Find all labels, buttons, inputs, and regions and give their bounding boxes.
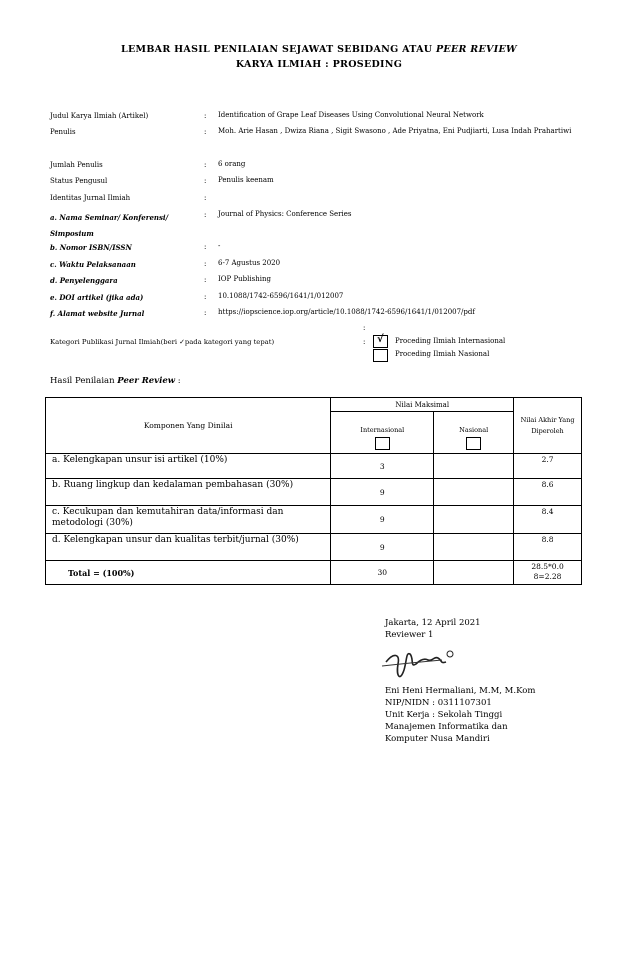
category-colon-top: : xyxy=(363,324,366,332)
info-value-jumlah: 6 orang xyxy=(218,160,246,168)
info-value-waktu: 6-7 Agustus 2020 xyxy=(218,259,281,267)
info-value-seminar: Journal of Physics: Conference Series xyxy=(218,210,352,218)
table-row xyxy=(46,534,582,561)
checkbox-nasional[interactable] xyxy=(466,437,481,450)
total-final-line2: 8=2.28 xyxy=(533,572,562,581)
row-intl: 3 xyxy=(331,454,434,479)
info-value-website: https://iopscience.iop.org/article/10.1088/1742-6596/1641/1/012007/pdf xyxy=(218,308,475,316)
header-component: Komponen Yang Dinilai xyxy=(46,398,331,454)
info-value-penulis: Moh. Arie Hasan , Dwiza Riana , Sigit Swasono , Ade Priyatna, Eni Pudjiarti, Lusa Indah Prahartiwi xyxy=(218,127,572,135)
info-value-doi: 10.1088/1742-6596/1641/1/012007 xyxy=(218,292,344,300)
review-heading-italic: Peer Review xyxy=(117,376,176,386)
checkbox-proceding-nasional[interactable] xyxy=(373,349,388,362)
table-row-total xyxy=(46,561,582,585)
sign-nip: NIP/NIDN : 0311107301 xyxy=(385,698,492,708)
row-nat xyxy=(434,454,514,479)
row-final: 8.4 xyxy=(514,506,582,534)
sign-place-date: Jakarta, 12 April 2021 xyxy=(385,618,481,628)
row-final: 2.7 xyxy=(514,454,582,479)
info-label-seminar: a. Nama Seminar/ Konferensi/ Simposium xyxy=(50,213,169,238)
row-component: b. Ruang lingkup dan kedalaman pembahasan (30%) xyxy=(46,479,331,506)
header-nasional-label: Nasional xyxy=(459,426,489,434)
row-intl: 9 xyxy=(331,479,434,506)
total-label: Total = (100%) xyxy=(46,561,331,585)
title-italic: PEER REVIEW xyxy=(435,44,517,55)
table-row xyxy=(46,506,582,534)
row-component: d. Kelengkapan unsur dan kualitas terbit/jurnal (30%) xyxy=(46,534,331,561)
title-plain: LEMBAR HASIL PENILAIAN SEJAWAT SEBIDANG ATAU xyxy=(121,44,436,55)
total-final xyxy=(514,561,582,585)
info-value-judul: Identification of Grape Leaf Diseases Using Convolutional Neural Network xyxy=(218,111,484,119)
review-heading-end: : xyxy=(175,376,181,386)
checkbox-internasional[interactable] xyxy=(375,437,390,450)
header-internasional xyxy=(331,412,434,454)
info-label-jumlah: Jumlah Penulis xyxy=(50,161,103,169)
page-title xyxy=(0,44,638,55)
sign-unit-3: Komputer Nusa Mandiri xyxy=(385,734,490,744)
sign-role: Reviewer 1 xyxy=(385,630,434,640)
row-final: 8.6 xyxy=(514,479,582,506)
info-label-waktu: c. Waktu Pelaksanaan xyxy=(50,260,136,269)
table-row xyxy=(46,479,582,506)
option-internasional: Proceding Ilmiah Internasional xyxy=(395,337,506,345)
checkbox-proceding-internasional[interactable] xyxy=(373,335,388,348)
page-subtitle: KARYA ILMIAH : PROSEDING xyxy=(235,59,403,70)
total-final-line1: 28.5*0.0 xyxy=(531,562,564,571)
row-nat xyxy=(434,506,514,534)
header-max: Nilai Maksimal xyxy=(331,398,514,412)
review-heading-plain: Hasil Penilaian xyxy=(50,376,118,386)
row-intl: 9 xyxy=(331,534,434,561)
total-intl: 30 xyxy=(331,561,434,585)
header-nasional xyxy=(434,412,514,454)
option-nasional: Proceding Ilmiah Nasional xyxy=(395,350,490,358)
info-label-status: Status Pengusul xyxy=(50,177,108,185)
info-label-website: f. Alamat website Jurnal xyxy=(50,309,145,318)
category-colon: : xyxy=(363,338,366,346)
info-label-judul: Judul Karya Ilmiah (Artikel) xyxy=(50,112,149,120)
header-internasional-label: Internasional xyxy=(360,426,405,434)
row-intl: 9 xyxy=(331,506,434,534)
row-nat xyxy=(434,534,514,561)
info-label-isbn: b. Nomor ISBN/ISSN xyxy=(50,243,132,252)
row-nat xyxy=(434,479,514,506)
header-final: Nilai Akhir Yang Diperoleh xyxy=(514,398,582,454)
sign-unit-2: Manajemen Informatika dan xyxy=(385,722,508,732)
info-label-penyelenggara: d. Penyelenggara xyxy=(50,276,118,285)
sign-unit-1: Unit Kerja : Sekolah Tinggi xyxy=(385,710,503,720)
info-value-isbn: - xyxy=(218,242,221,250)
sign-name: Eni Heni Hermaliani, M.M, M.Kom xyxy=(385,686,536,696)
info-value-penyelenggara: IOP Publishing xyxy=(218,275,271,283)
info-label-penulis: Penulis xyxy=(50,128,76,136)
checkmark-icon: √ xyxy=(377,334,384,345)
signature-image xyxy=(380,642,460,684)
info-label-identitas: Identitas Jurnal Ilmiah xyxy=(50,194,131,202)
review-table xyxy=(45,397,582,585)
info-label-doi: e. DOI artikel (jika ada) xyxy=(50,293,144,302)
info-value-status: Penulis keenam xyxy=(218,176,274,184)
row-component: c. Kecukupan dan kemutahiran data/informasi dan metodologi (30%) xyxy=(46,506,331,534)
table-row xyxy=(46,454,582,479)
row-final: 8.8 xyxy=(514,534,582,561)
row-component: a. Kelengkapan unsur isi artikel (10%) xyxy=(46,454,331,479)
review-heading xyxy=(50,376,181,386)
category-label: Kategori Publikasi Jurnal Ilmiah(beri ✓pada kategori yang tepat) xyxy=(50,338,275,346)
